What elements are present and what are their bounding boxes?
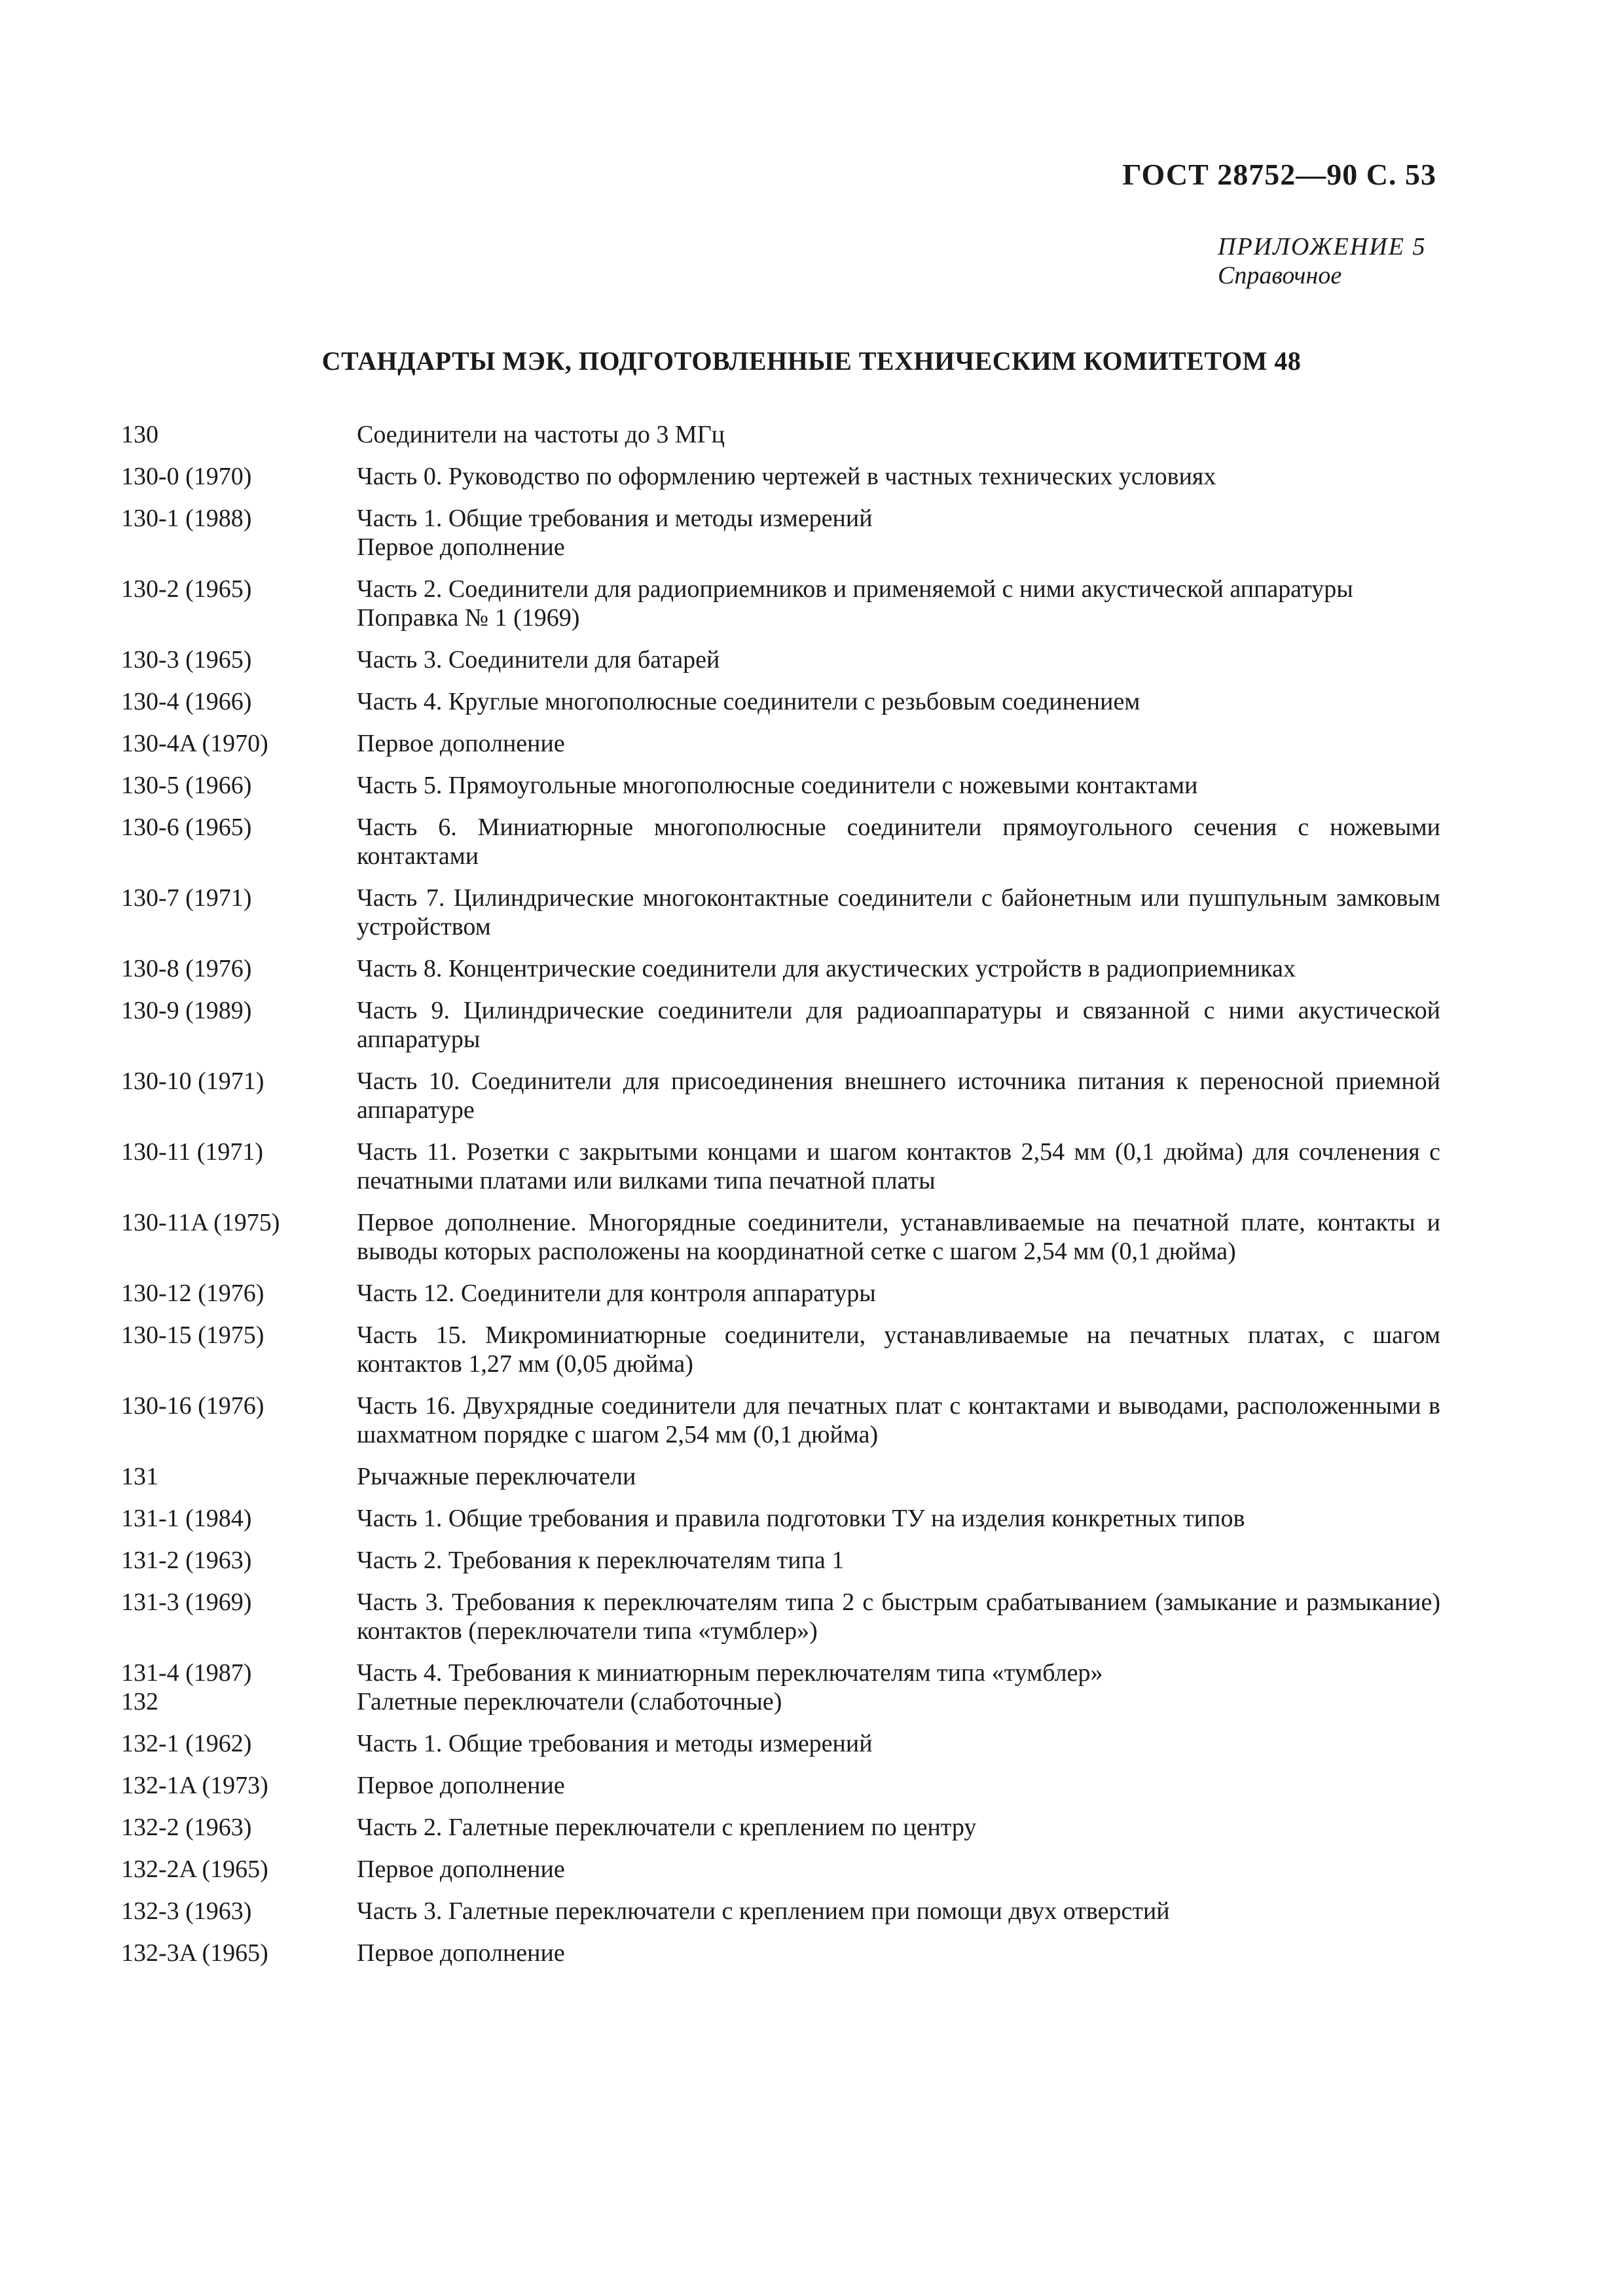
- standard-entry: [121, 1729, 1440, 1758]
- description-line: Часть 10. Соединители для присоединения внешнего источника питания к переносной приемной аппаратуре: [357, 1067, 1440, 1124]
- standard-entry: [121, 645, 1440, 674]
- standard-code: 130-10 (1971): [121, 1067, 264, 1095]
- description-line: Первое дополнение: [357, 1772, 565, 1799]
- standard-entry: [121, 1504, 1440, 1533]
- standard-description: [357, 1813, 1440, 1842]
- standard-description: [357, 1939, 1440, 1967]
- description-line: Поправка № 1 (1969): [357, 604, 580, 632]
- description-line: Часть 5. Прямоугольные многополюсные соединители с ножевыми контактами: [357, 772, 1198, 799]
- description-line: Часть 1. Общие требования и методы измерений: [357, 505, 873, 532]
- description-line: Первое дополнение: [357, 1939, 565, 1967]
- standard-entry: [121, 1138, 1440, 1195]
- description-line: Первое дополнение: [357, 730, 565, 757]
- description-line: Часть 3. Галетные переключатели с креплением при помощи двух отверстий: [357, 1897, 1170, 1925]
- standard-entry: [121, 1771, 1440, 1800]
- description-line: Часть 4. Круглые многополюсные соединители с резьбовым соединением: [357, 688, 1140, 715]
- standard-code: 132-2 (1963): [121, 1814, 252, 1841]
- standard-entry: [121, 1546, 1440, 1575]
- standard-description: [357, 1771, 1440, 1800]
- appendix-label: [1218, 232, 1426, 290]
- standard-description: [357, 1659, 1440, 1687]
- standard-entry: [121, 1659, 1440, 1687]
- standard-code: 131-2 (1963): [121, 1547, 252, 1574]
- standard-description: [357, 575, 1440, 632]
- standard-code: 130-9 (1989): [121, 997, 252, 1024]
- description-line: Первое дополнение: [357, 1856, 565, 1883]
- standard-entry: [121, 462, 1440, 491]
- standard-description: [357, 954, 1440, 983]
- description-line: Часть 16. Двухрядные соединители для печатных плат с контактами и выводами, расположенными в шахматном порядке с шагом 2,54 мм (0,1 дюйма): [357, 1392, 1440, 1448]
- standard-description: [357, 462, 1440, 491]
- standard-code: 130-4 (1966): [121, 688, 252, 715]
- standard-entry: [121, 1855, 1440, 1884]
- description-line: Часть 4. Требования к миниатюрным переключателям типа «тумблер»: [357, 1659, 1103, 1687]
- standard-description: [357, 1321, 1440, 1378]
- standard-code: 132-1A (1973): [121, 1772, 268, 1799]
- description-line: Часть 1. Общие требования и методы измерений: [357, 1730, 873, 1757]
- standard-description: [357, 1588, 1440, 1645]
- standard-description: [357, 645, 1440, 674]
- standard-code: 132-2A (1965): [121, 1856, 268, 1883]
- standard-description: [357, 884, 1440, 941]
- description-line: Часть 2. Галетные переключатели с креплением по центру: [357, 1814, 977, 1841]
- standard-description: [357, 504, 1440, 562]
- standard-description: [357, 1279, 1440, 1308]
- standard-description: [357, 1067, 1440, 1124]
- standard-entry: [121, 1208, 1440, 1266]
- description-line: Часть 2. Требования к переключателям типа 1: [357, 1547, 845, 1574]
- standard-entry: [121, 687, 1440, 716]
- standard-description: [357, 1546, 1440, 1575]
- standard-description: [357, 771, 1440, 800]
- standard-code: 130-1 (1988): [121, 505, 252, 532]
- standard-code: 130-7 (1971): [121, 884, 252, 912]
- description-line: Первое дополнение. Многорядные соединители, устанавливаемые на печатной плате, контакты и выводы которых расположены на координатной сетке с шагом 2,54 мм (0,1 дюйма): [357, 1209, 1440, 1265]
- standard-entry: [121, 996, 1440, 1054]
- appendix-subtitle: Справочное: [1218, 262, 1342, 289]
- standard-description: [357, 1897, 1440, 1926]
- standard-description: [357, 1138, 1440, 1195]
- standard-entry: [121, 1897, 1440, 1926]
- standard-code: 130-4A (1970): [121, 730, 268, 757]
- standard-entry: [121, 1687, 1440, 1716]
- standard-description: [357, 420, 1440, 449]
- standard-code: 130-15 (1975): [121, 1321, 264, 1349]
- standard-entry: [121, 1813, 1440, 1842]
- standard-entry: [121, 1939, 1440, 1967]
- standard-description: [357, 1687, 1440, 1716]
- standard-entry: [121, 1279, 1440, 1308]
- standard-description: [357, 729, 1440, 758]
- standard-entry: [121, 1321, 1440, 1378]
- standard-description: [357, 1391, 1440, 1449]
- standards-list: [121, 420, 1440, 1981]
- standard-entry: [121, 420, 1440, 449]
- standard-entry: [121, 504, 1440, 562]
- description-line: Часть 3. Требования к переключателям типа 2 с быстрым срабатыванием (замыкание и размыкание) контактов (переключатели типа «тумблер»): [357, 1588, 1440, 1645]
- standard-entry: [121, 575, 1440, 632]
- standard-entry: [121, 1588, 1440, 1645]
- standard-entry: [121, 771, 1440, 800]
- standard-entry: [121, 954, 1440, 983]
- standard-entry: [121, 1462, 1440, 1491]
- description-line: Часть 12. Соединители для контроля аппаратуры: [357, 1280, 876, 1307]
- standard-description: [357, 1208, 1440, 1266]
- description-line: Часть 1. Общие требования и правила подготовки ТУ на изделия конкретных типов: [357, 1505, 1245, 1532]
- standard-code: 130-11A (1975): [121, 1209, 280, 1236]
- description-line: Первое дополнение: [357, 533, 565, 561]
- description-line: Часть 0. Руководство по оформлению чертежей в частных технических условиях: [357, 463, 1216, 490]
- standard-code: 132-1 (1962): [121, 1730, 252, 1757]
- description-line: Часть 6. Миниатюрные многополюсные соединители прямоугольного сечения с ножевыми контактами: [357, 814, 1440, 870]
- standard-code: 132-3 (1963): [121, 1897, 252, 1925]
- description-line: Часть 7. Цилиндрические многоконтактные соединители с байонетным или пушпульным замковым устройством: [357, 884, 1440, 941]
- standard-entry: [121, 729, 1440, 758]
- description-line: Часть 2. Соединители для радиоприемников и применяемой с ними акустической аппаратуры: [357, 575, 1353, 603]
- standard-entry: [121, 813, 1440, 870]
- standard-code: 130-6 (1965): [121, 814, 252, 841]
- standard-code: 130-16 (1976): [121, 1392, 264, 1420]
- standard-code: 131-1 (1984): [121, 1505, 252, 1532]
- standard-entry: [121, 1067, 1440, 1124]
- standard-description: [357, 996, 1440, 1054]
- standard-description: [357, 1462, 1440, 1491]
- description-line: Часть 3. Соединители для батарей: [357, 646, 720, 673]
- standard-description: [357, 813, 1440, 870]
- description-line: Часть 8. Концентрические соединители для акустических устройств в радиоприемниках: [357, 955, 1296, 982]
- standard-description: [357, 1504, 1440, 1533]
- standard-entry: [121, 884, 1440, 941]
- description-line: Часть 11. Розетки с закрытыми концами и шагом контактов 2,54 мм (0,1 дюйма) для сочленения с печатными платами или вилками типа печатной платы: [357, 1138, 1440, 1194]
- appendix-title: ПРИЛОЖЕНИЕ 5: [1218, 233, 1427, 260]
- description-line: Часть 9. Цилиндрические соединители для радиоаппаратуры и связанной с ними акустической аппаратуры: [357, 997, 1440, 1053]
- standard-code: 132: [121, 1688, 158, 1715]
- standard-code: 131-4 (1987): [121, 1659, 252, 1687]
- standard-code: 131-3 (1969): [121, 1588, 252, 1616]
- standard-code: 130-2 (1965): [121, 575, 252, 603]
- description-line: Часть 15. Микроминиатюрные соединители, устанавливаемые на печатных платах, с шагом контактов 1,27 мм (0,05 дюйма): [357, 1321, 1440, 1378]
- standard-code: 130-8 (1976): [121, 955, 252, 982]
- standard-code: 131: [121, 1463, 158, 1490]
- standard-code: 132-3A (1965): [121, 1939, 268, 1967]
- description-line: Рычажные переключатели: [357, 1463, 636, 1490]
- standard-code: 130-5 (1966): [121, 772, 252, 799]
- description-line: Галетные переключатели (слаботочные): [357, 1688, 782, 1715]
- standard-code: 130-3 (1965): [121, 646, 252, 673]
- standard-entry: [121, 1391, 1440, 1449]
- standard-code: 130-0 (1970): [121, 463, 252, 490]
- standard-description: [357, 1729, 1440, 1758]
- standard-description: [357, 1855, 1440, 1884]
- standard-description: [357, 687, 1440, 716]
- description-line: Соединители на частоты до 3 МГц: [357, 421, 725, 448]
- page-header-code: ГОСТ 28752—90 С. 53: [1122, 158, 1436, 191]
- document-title: СТАНДАРТЫ МЭК, ПОДГОТОВЛЕННЫЕ ТЕХНИЧЕСКИМ КОМИТЕТОМ 48: [321, 346, 1302, 376]
- standard-code: 130: [121, 421, 158, 448]
- standard-code: 130-12 (1976): [121, 1280, 264, 1307]
- standard-code: 130-11 (1971): [121, 1138, 264, 1166]
